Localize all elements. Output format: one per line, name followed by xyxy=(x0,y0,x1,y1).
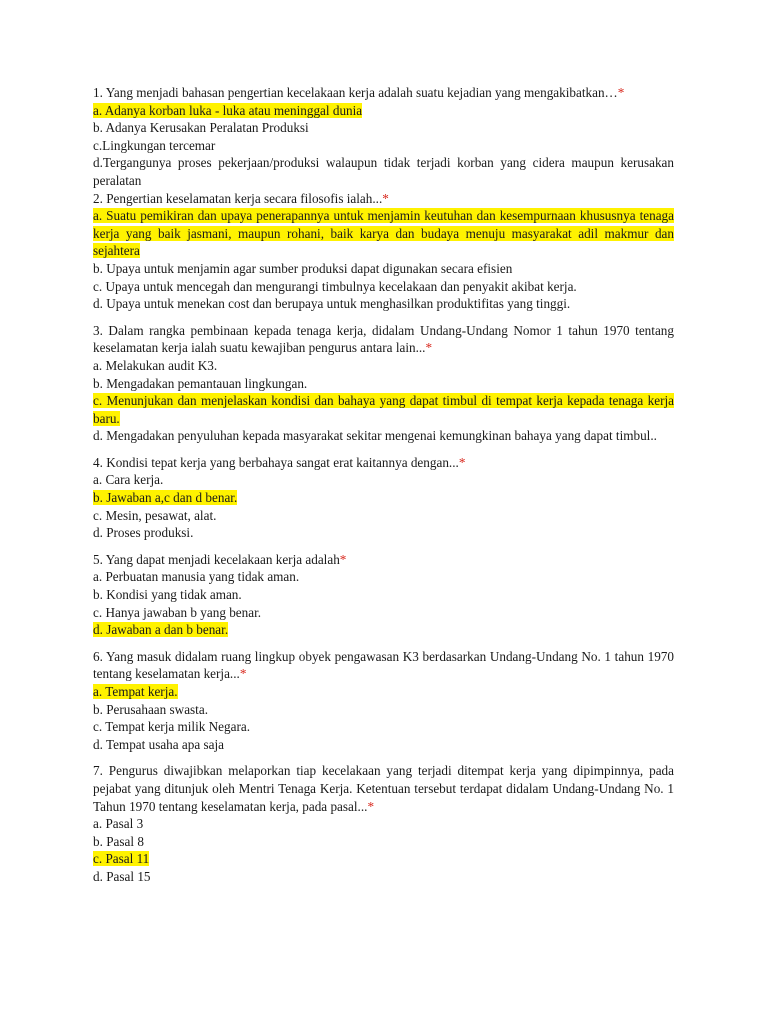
highlighted-answer: b. Jawaban a,c dan d benar. xyxy=(93,490,238,506)
question-7 xyxy=(93,762,674,885)
option-c xyxy=(93,392,674,427)
option-a xyxy=(93,102,674,120)
question-stem xyxy=(93,190,674,208)
option-c: c. Mesin, pesawat, alat. xyxy=(93,507,217,523)
option-a xyxy=(93,207,674,260)
question-text: 2. Pengertian keselamatan kerja secara filosofis ialah... xyxy=(93,190,383,206)
document-page xyxy=(93,84,674,886)
option-d: d. Proses produksi. xyxy=(93,525,194,541)
option-d xyxy=(93,621,674,639)
option-d: d. Tempat usaha apa saja xyxy=(93,736,225,752)
required-mark: * xyxy=(239,666,247,682)
required-mark: * xyxy=(458,454,466,470)
option-b: b. Adanya Kerusakan Peralatan Produksi xyxy=(93,120,309,136)
question-stem xyxy=(93,551,674,569)
required-mark: * xyxy=(617,85,625,100)
required-mark: * xyxy=(382,190,389,206)
question-4 xyxy=(93,454,674,542)
question-2 xyxy=(93,190,674,313)
option-a: a. Melakukan audit K3. xyxy=(93,357,218,373)
option-b: b. Pasal 8 xyxy=(93,833,144,849)
question-text: 5. Yang dapat menjadi kecelakaan kerja adalah xyxy=(93,551,340,567)
option-b: b. Kondisi yang tidak aman. xyxy=(93,587,242,603)
required-mark: * xyxy=(367,798,375,814)
highlighted-answer: a. Tempat kerja. xyxy=(93,684,178,699)
option-b xyxy=(93,489,674,507)
question-stem xyxy=(93,762,674,815)
question-stem xyxy=(93,454,674,472)
required-mark: * xyxy=(425,340,433,356)
question-stem xyxy=(93,648,674,683)
option-c: c. Tempat kerja milik Negara. xyxy=(93,719,251,735)
question-stem xyxy=(93,322,674,357)
option-b: b. Mengadakan pemantauan lingkungan. xyxy=(93,375,308,391)
highlighted-answer: a. Adanya korban luka - luka atau meninggal dunia xyxy=(93,102,363,118)
required-mark: * xyxy=(339,551,347,567)
question-1 xyxy=(93,84,674,190)
option-c: c.Lingkungan tercemar xyxy=(93,137,216,153)
option-b: b. Perusahaan swasta. xyxy=(93,701,208,717)
option-d: d. Upaya untuk menekan cost dan berupaya untuk menghasilkan produktifitas yang tinggi. xyxy=(93,296,571,312)
option-d: d. Mengadakan penyuluhan kepada masyarakat sekitar mengenai kemungkinan bahaya yang dapat timbul.. xyxy=(93,428,657,444)
question-6 xyxy=(93,648,674,754)
question-text: 7. Pengurus diwajibkan melaporkan tiap kecelakaan yang terjadi ditempat kerja yang dipimpinnya, pada pejabat yang ditunjuk oleh Mentri Tenaga Kerja. Ketentuan tersebut terdapat didalam Undang-Undang No. 1 Tahun 1970 tentang keselamatan kerja, pada pasal... xyxy=(93,763,674,814)
highlighted-answer: d. Jawaban a dan b benar. xyxy=(93,622,229,638)
question-3 xyxy=(93,322,674,445)
question-text: 6. Yang masuk didalam ruang lingkup obyek pengawasan K3 berdasarkan Undang-Undang No. 1 tahun 1970 tentang keselamatan kerja... xyxy=(93,648,674,682)
question-text: 4. Kondisi tepat kerja yang berbahaya sangat erat kaitannya dengan... xyxy=(93,454,459,470)
option-c xyxy=(93,850,674,868)
option-d: d. Pasal 15 xyxy=(93,868,151,884)
highlighted-answer: a. Suatu pemikiran dan upaya penerapannya untuk menjamin keutuhan dan kesempurnaan khususnya tenaga kerja yang baik jasmani, maupun rohani, baik karya dan budaya menuju masyarakat adil makmur dan sejahtera xyxy=(93,208,674,259)
question-text: 1. Yang menjadi bahasan pengertian kecelakaan kerja adalah suatu kejadian yang mengakibatkan… xyxy=(93,85,618,100)
option-b: b. Upaya untuk menjamin agar sumber produksi dapat digunakan secara efisien xyxy=(93,260,513,276)
option-c: c. Upaya untuk mencegah dan mengurangi timbulnya kecelakaan dan penyakit akibat kerja. xyxy=(93,278,577,294)
option-a: a. Pasal 3 xyxy=(93,816,144,832)
highlighted-answer: c. Pasal 11 xyxy=(93,851,150,867)
question-5 xyxy=(93,551,674,639)
highlighted-answer: c. Menunjukan dan menjelaskan kondisi dan bahaya yang dapat timbul di tempat kerja kepada tenaga kerja baru. xyxy=(93,393,674,426)
question-stem xyxy=(93,84,674,102)
option-c: c. Hanya jawaban b yang benar. xyxy=(93,604,262,620)
question-text: 3. Dalam rangka pembinaan kepada tenaga kerja, didalam Undang-Undang Nomor 1 tahun 1970 tentang keselamatan kerja ialah suatu kewajiban pengurus antara lain... xyxy=(93,322,674,356)
option-a: a. Cara kerja. xyxy=(93,472,164,488)
option-a xyxy=(93,683,674,701)
option-d: d.Tergangunya proses pekerjaan/produksi walaupun tidak terjadi korban yang cidera maupun kerusakan peralatan xyxy=(93,155,674,188)
option-a: a. Perbuatan manusia yang tidak aman. xyxy=(93,569,300,585)
